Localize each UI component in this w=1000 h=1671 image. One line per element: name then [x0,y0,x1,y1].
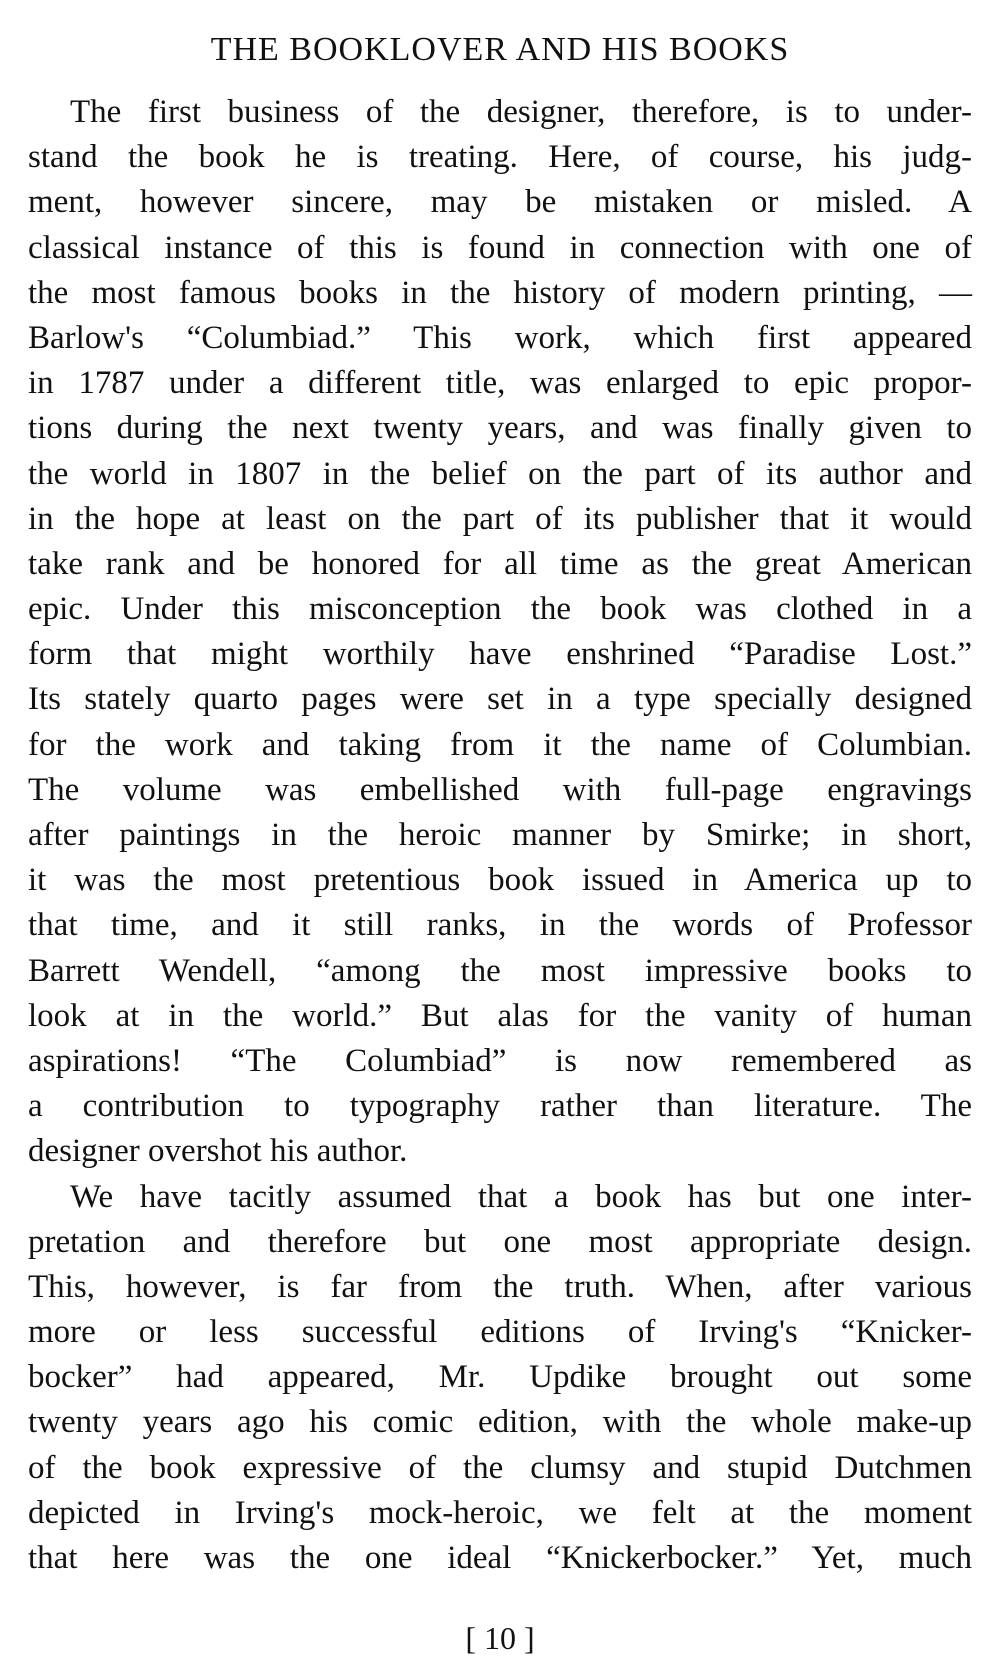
text-line: that here was the one ideal “Knickerbocker.” Yet, much [28,1540,972,1576]
text-line: the world in 1807 in the belief on the part of its author and [28,455,972,492]
text-line: Its stately quarto pages were set in a type specially designed [28,681,972,718]
text-line: it was the most pretentious book issued in America up to [28,862,972,899]
text-line: tions during the next twenty years, and was finally given to [28,410,972,447]
text-line: twenty years ago his comic edition, with the whole make-up [28,1404,972,1441]
text-line: We have tacitly assumed that a book has but one inter- [70,1178,972,1215]
text-line: take rank and be honored for all time as the great American [28,545,972,582]
text-line: The first business of the designer, therefore, is to under- [70,94,972,130]
text-line: after paintings in the heroic manner by Smirke; in short, [28,817,972,853]
text-line: in the hope at least on the part of its publisher that it would [28,500,972,537]
text-line: in 1787 under a different title, was enlarged to epic propor- [28,365,972,402]
text-line: pretation and therefore but one most appropriate design. [28,1223,972,1260]
page-number: [ 10 ] [465,1620,535,1656]
text-line: ment, however sincere, may be mistaken or misled. A [28,184,972,221]
text-line: This, however, is far from the truth. When, after various [28,1268,972,1305]
text-line: that time, and it still ranks, in the words of Professor [28,907,972,944]
text-line: depicted in Irving's mock-heroic, we felt at the moment [28,1494,972,1531]
text-line: classical instance of this is found in connection with one of [28,229,972,266]
text-line: look at in the world.” But alas for the vanity of human [28,997,972,1034]
text-line: more or less successful editions of Irving's “Knicker- [28,1314,972,1351]
text-line: The volume was embellished with full-page engravings [28,771,972,808]
text-line: the most famous books in the history of modern printing, — [28,274,972,311]
body-text [28,90,972,1581]
text-line: of the book expressive of the clumsy and stupid Dutchmen [28,1449,972,1486]
running-head: THE BOOKLOVER AND HIS BOOKS [210,31,790,68]
text-line: bocker” had appeared, Mr. Updike brought out some [28,1359,972,1396]
page [28,28,972,1656]
text-line: form that might worthily have enshrined “Paradise Lost.” [28,636,972,673]
paragraph-1 [28,90,972,1175]
paragraph-2 [28,1175,972,1582]
text-line: for the work and taking from it the name of Columbian. [28,726,972,763]
text-line: Barlow's “Columbiad.” This work, which first appeared [28,319,972,356]
text-line: epic. Under this misconception the book was clothed in a [28,591,972,628]
text-line: a contribution to typography rather than literature. The [28,1088,972,1125]
text-line: stand the book he is treating. Here, of course, his judg- [28,139,972,176]
text-line: aspirations! “The Columbiad” is now remembered as [28,1042,972,1079]
text-line: designer overshot his author. [28,1133,408,1170]
text-line: Barrett Wendell, “among the most impressive books to [28,952,972,989]
